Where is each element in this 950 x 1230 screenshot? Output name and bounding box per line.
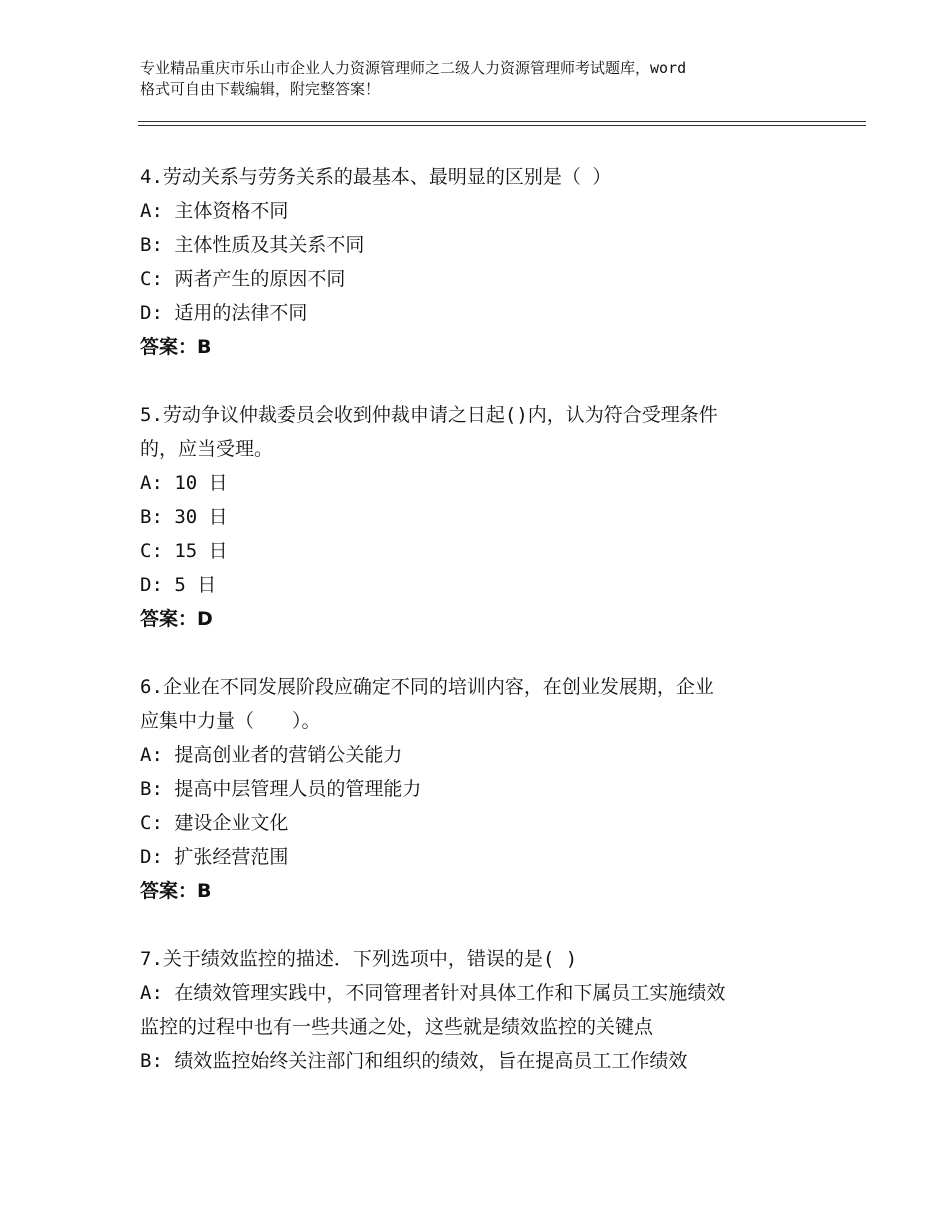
header-divider-top bbox=[138, 121, 866, 122]
question-stem: 4.劳动关系与劳务关系的最基本、最明显的区别是（ ） bbox=[140, 166, 612, 188]
question-stem: 7.关于绩效监控的描述．下列选项中，错误的是( ) bbox=[140, 948, 578, 970]
option-c: C: 两者产生的原因不同 bbox=[140, 268, 346, 290]
question-block bbox=[140, 398, 840, 636]
header-title-line-1: 专业精品重庆市乐山市企业人力资源管理师之二级人力资源管理师考试题库，word bbox=[140, 59, 687, 77]
question-stem: 6.企业在不同发展阶段应确定不同的培训内容，在创业发展期，企业 bbox=[140, 676, 714, 698]
answer-line: 答案：B bbox=[140, 336, 212, 358]
spacer bbox=[140, 908, 840, 942]
question-block bbox=[140, 160, 840, 364]
option-b: B: 提高中层管理人员的管理能力 bbox=[140, 778, 422, 800]
option-d: D: 5 日 bbox=[140, 574, 217, 596]
question-block bbox=[140, 670, 840, 908]
option-b: B: 绩效监控始终关注部门和组织的绩效，旨在提高员工工作绩效 bbox=[140, 1050, 688, 1072]
question-stem-continued: 的，应当受理。 bbox=[140, 438, 274, 460]
spacer bbox=[140, 636, 840, 670]
option-c: C: 建设企业文化 bbox=[140, 812, 289, 834]
document-header bbox=[140, 58, 830, 100]
header-title-line-2: 格式可自由下载编辑，附完整答案！ bbox=[140, 80, 381, 98]
question-stem: 5.劳动争议仲裁委员会收到仲裁申请之日起()内，认为符合受理条件 bbox=[140, 404, 718, 426]
option-a: A: 提高创业者的营销公关能力 bbox=[140, 744, 403, 766]
option-b: B: 主体性质及其关系不同 bbox=[140, 234, 365, 256]
answer-line: 答案：B bbox=[140, 880, 212, 902]
option-b: B: 30 日 bbox=[140, 506, 228, 528]
answer-line: 答案：D bbox=[140, 608, 213, 630]
spacer bbox=[140, 364, 840, 398]
header-divider-bottom bbox=[138, 125, 866, 126]
option-a: A: 在绩效管理实践中，不同管理者针对具体工作和下属员工实施绩效 bbox=[140, 982, 726, 1004]
question-list bbox=[140, 160, 840, 1078]
question-block bbox=[140, 942, 840, 1078]
option-d: D: 扩张经营范围 bbox=[140, 846, 289, 868]
option-c: C: 15 日 bbox=[140, 540, 228, 562]
option-a: A: 主体资格不同 bbox=[140, 200, 289, 222]
question-stem-continued: 应集中力量（ ）。 bbox=[140, 710, 321, 732]
option-a-continued: 监控的过程中也有一些共通之处，这些就是绩效监控的关键点 bbox=[140, 1016, 654, 1038]
option-d: D: 适用的法律不同 bbox=[140, 302, 308, 324]
option-a: A: 10 日 bbox=[140, 472, 228, 494]
